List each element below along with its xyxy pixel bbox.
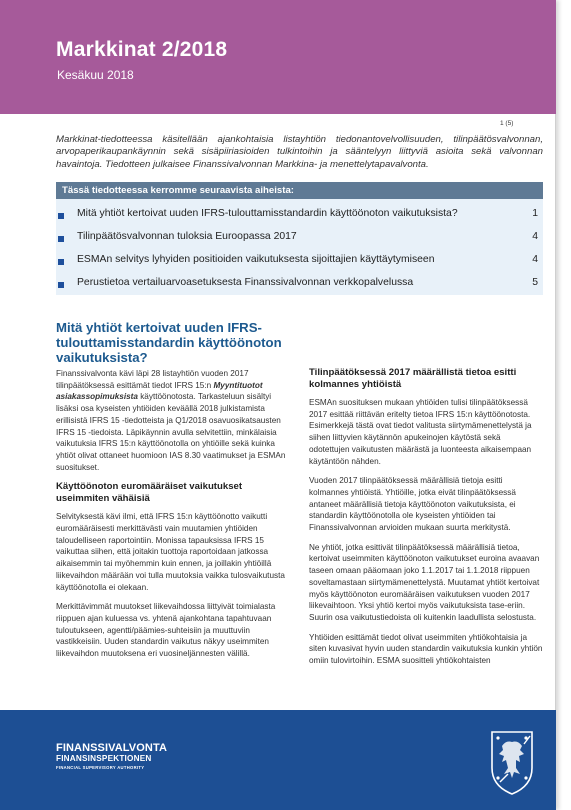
article-column-right	[309, 367, 543, 675]
topic-page-number: 5	[532, 277, 538, 288]
section-heading: Käyttöönoton euromääräiset vaikutukset useimmiten vähäisiä	[56, 481, 243, 505]
article-paragraph	[56, 368, 288, 473]
square-bullet-icon	[58, 213, 64, 219]
intro-paragraph: Markkinat-tiedotteessa käsitellään ajankohtaisia listayhtiön tiedonantovelvollisuuden, tilinpäätösvalvonnan, arvopaperikaupankäynnin sekä sisäpiiriasioiden tulkintoihin ja sääntelyyn liittyviä asioita sekä valvonnan havaintoja. Tiedotteen julkaisee Finanssivalvonnan Markkina- ja menettelytapavalvonta.	[56, 134, 543, 170]
topic-item[interactable]	[56, 275, 543, 298]
square-bullet-icon	[58, 282, 64, 288]
square-bullet-icon	[58, 259, 64, 265]
topics-box	[56, 182, 543, 295]
paragraph-text: Finanssivalvonta kävi läpi 28 listayhtiön vuoden 2017 tilinpäätöksessä esittämät tiedot IFRS 15:n	[56, 369, 249, 390]
topic-item[interactable]	[56, 229, 543, 252]
article-paragraph: Selvityksestä kävi ilmi, että IFRS 15:n käyttöönotto vaikutti euromääräisesti merkittävästi vain muutamien yhtiöiden taloudelliseen raportointiin. Monissa tapauksissa IFRS 15 vaikuttaa siihen, että joitakin tuottoja raportoidaan jatkossa aikaisemmin tai myöhemmin kuin ennen, ja joillakin yhtiöillä liikevaihdon määrään voi tulla muutoksia vaikka tulosvaikutusta käyttöönotolla ei olekaan.	[56, 512, 285, 592]
topic-label: Mitä yhtiöt kertoivat uuden IFRS-tulouttamisstandardin käyttöönoton vaikutuksista?	[77, 208, 458, 219]
article-title: Mitä yhtiöt kertoivat uuden IFRS-tulouttamisstandardin käyttöönoton vaikutuksista?	[56, 320, 282, 365]
topic-label: ESMAn selvitys lyhyiden positioiden vaikutuksesta sijoittajien käyttäytymiseen	[77, 254, 435, 265]
article-paragraph: Vuoden 2017 tilinpäätöksessä määrällisiä tietoja esitti kolmannes yhtiöistä. Yhtiöille, jotka eivät tilinpäätöksessä antaneet määrällisiä tietoja käyttöönoton vaikutuksista, ei standardin käyttöönotolla ole kyseisten yhtiöiden tai Finanssivalvonnan arvioiden mukaan suurta merkitystä.	[309, 476, 516, 533]
section-heading: Tilinpäätöksessä 2017 määrällistä tietoa esitti kolmannes yhtiöistä	[309, 367, 517, 390]
article-column-left	[56, 368, 288, 668]
article-paragraph: Yhtiöiden esittämät tiedot olivat useimmiten yhtiökohtaisia ja siten kuvasivat hyvin uuden standardin vaikutuksia kunkin yhtiön omiin tulovirtoihin. ESMA suositteli yhtiökohtaisten	[309, 632, 543, 666]
header-banner	[0, 0, 556, 114]
logo-line-swedish: FINANSINSPEKTIONEN	[56, 754, 152, 763]
topic-page-number: 1	[532, 208, 538, 219]
topic-label: Perustietoa vertailuarvoasetuksesta Finanssivalvonnan verkkopalvelussa	[77, 277, 414, 288]
standard-name: Myyntituotot asiakassopimuksista	[56, 380, 263, 402]
article-paragraph: Ne yhtiöt, jotka esittivät tilinpäätöksessä määrällisiä tietoa, kertoivat useimmiten käyttöönoton vaikutukset euroina avaavan taseen omaan pääomaan joko 1.1.2017 tai 1.1.2018 riippuen soveltamastaan siirtymämenettelystä. Muutamat yhtiöt kertoivat myös käyttöönoton euromääräisen vaikutuksen vuoden 2017 liikevaihtoon. Yksi yhtiö kertoi myös vaikutuksista tase-eriin. Suurin osa vaikutustiedoista oli kuitenkin laadullista selostusta.	[309, 542, 540, 622]
article-paragraph: Merkittävimmät muutokset liikevaihdossa liittyivät toimialasta riippuen ajan kuluessa vs. yhtenä ajankohtana tapahtuvaan tuloutukseen, agentti/päämies-suhteisiin ja muuttuviin vastikkeisiin. Uuden standardin vaikutus näkyy useimmiten liikevaihdon muutoksena eri vuosineljännesten välillä.	[56, 602, 276, 659]
logo-line-finnish: FINANSSIVALVONTA	[56, 742, 167, 754]
logo-line-english: FINANCIAL SUPERVISORY AUTHORITY	[56, 765, 145, 770]
topic-page-number: 4	[532, 254, 538, 265]
newsletter-title: Markkinat 2/2018	[56, 38, 228, 61]
heraldic-lion-crest-icon	[486, 728, 538, 796]
topic-item[interactable]	[56, 206, 543, 229]
topic-item[interactable]	[56, 252, 543, 275]
article-paragraph: ESMAn suosituksen mukaan yhtiöiden tulisi tilinpäätöksessä 2017 esittää riittävän eritelty tietoa IFRS 15:n käyttöönotosta. Esimerkkejä tästä ovat tiedot valitusta siirtymämenettelystä ja siihen liittyvien käytännön apukeinojen käytöstä sekä odotettujen vaikutusten määrästä ja luonteesta aikaisempaan käytäntöön nähden.	[309, 398, 532, 466]
topic-page-number: 4	[532, 231, 538, 242]
page-number: 1 (5)	[500, 120, 514, 127]
paragraph-text: käyttöönotosta. Tarkasteluun sisältyi lisäksi osa kyseisten yhtiöiden keväällä 2018 julkistamista erillisistä IFRS 15 -tiedotteista ja Q1/2018 osavuosikatsausten IFRS 15 -tiedoista. Läpikäynnin avulla selvitettiin, minkälaisia vaikutuksia IFRS 15:n käyttöönotolla on yhtiöille sekä kuinka yhtiöt olivat ottaneet huomioon IAS 8.30 vaatimukset ja ESMAn suositukset.	[56, 392, 286, 472]
topic-label: Tilinpäätösvalvonnan tuloksia Euroopassa 2017	[77, 231, 297, 242]
newsletter-date: Kesäkuu 2018	[57, 68, 134, 82]
organization-logo	[56, 742, 167, 771]
square-bullet-icon	[58, 236, 64, 242]
topics-heading: Tässä tiedotteessa kerromme seuraavista aiheista:	[56, 182, 543, 199]
